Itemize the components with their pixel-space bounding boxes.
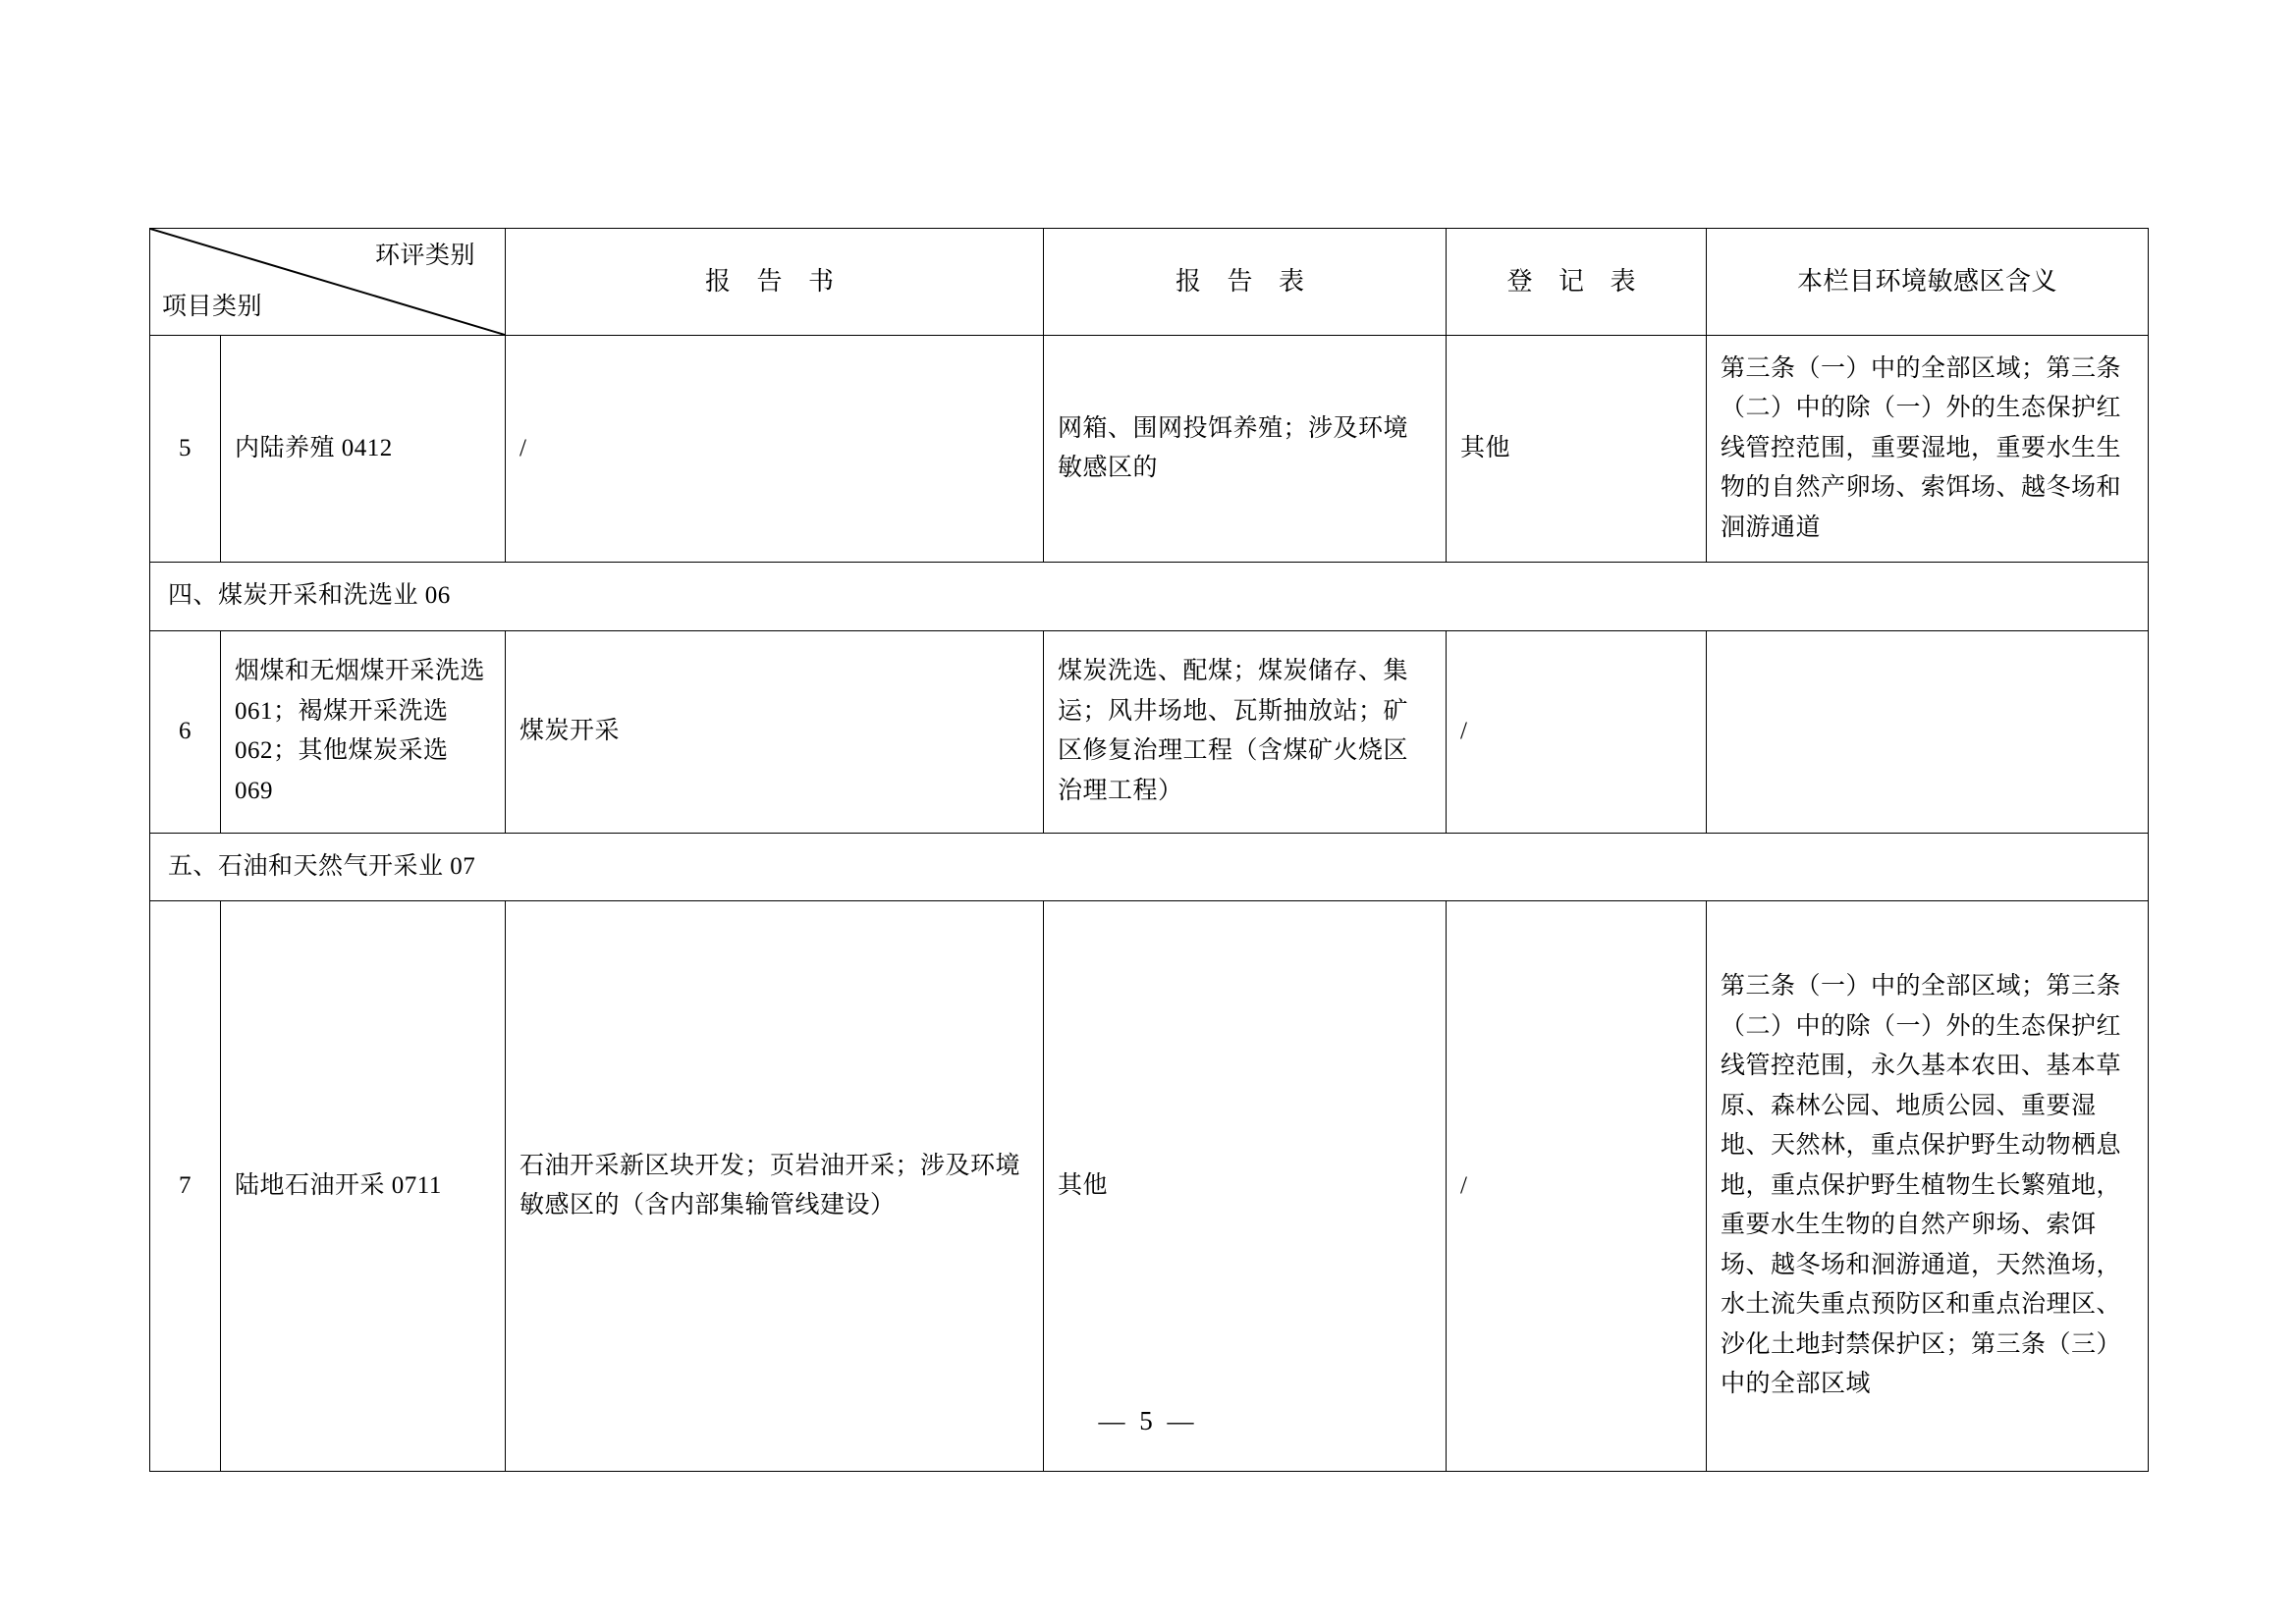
row-report-book: / — [506, 336, 1044, 563]
row-category: 内陆养殖 0412 — [221, 336, 506, 563]
row-report-form: 煤炭洗选、配煤；煤炭储存、集运；风井场地、瓦斯抽放站；矿区修复治理工程（含煤矿火烧区治理工程） — [1044, 630, 1447, 833]
table-header-row — [150, 229, 2149, 336]
row-category: 陆地石油开采 0711 — [221, 901, 506, 1472]
header-diagonal-cell — [150, 229, 506, 336]
section-title: 四、煤炭开采和洗选业 06 — [150, 563, 2149, 631]
header-report-book: 报 告 书 — [506, 229, 1044, 336]
header-project-type-label: 项目类别 — [162, 293, 263, 320]
table-row — [150, 336, 2149, 563]
row-sensitive-meaning: 第三条（一）中的全部区域；第三条（二）中的除（一）外的生态保护红线管控范围，永久基本农田、基本草原、森林公园、地质公园、重要湿地、天然林，重点保护野生动物栖息地，重点保护野生植物生长繁殖地，重要水生生物的自然产卵场、索饵场、越冬场和洄游通道，天然渔场，水土流失重点预防区和重点治理区、沙化土地封禁保护区；第三条（三）中的全部区域 — [1707, 901, 2149, 1472]
table-row — [150, 901, 2149, 1472]
row-registration-form: 其他 — [1447, 336, 1707, 563]
page-number: — 5 — — [1098, 1406, 1198, 1435]
row-sensitive-meaning: 第三条（一）中的全部区域；第三条（二）中的除（一）外的生态保护红线管控范围，重要湿地，重要水生生物的自然产卵场、索饵场、越冬场和洄游通道 — [1707, 336, 2149, 563]
table-section-row — [150, 563, 2149, 631]
row-report-form: 其他 — [1044, 901, 1447, 1472]
row-report-form: 网箱、围网投饵养殖；涉及环境敏感区的 — [1044, 336, 1447, 563]
eia-category-table — [149, 228, 2149, 1472]
row-number: 7 — [150, 901, 221, 1472]
section-title: 五、石油和天然气开采业 07 — [150, 833, 2149, 901]
header-report-form: 报 告 表 — [1044, 229, 1447, 336]
row-sensitive-meaning — [1707, 630, 2149, 833]
row-registration-form: / — [1447, 630, 1707, 833]
row-registration-form: / — [1447, 901, 1707, 1472]
row-category: 烟煤和无烟煤开采洗选 061；褐煤开采洗选 062；其他煤炭采选 069 — [221, 630, 506, 833]
row-number: 6 — [150, 630, 221, 833]
table-section-row — [150, 833, 2149, 901]
row-number: 5 — [150, 336, 221, 563]
row-report-book: 石油开采新区块开发；页岩油开采；涉及环境敏感区的（含内部集输管线建设） — [506, 901, 1044, 1472]
header-sensitive-meaning: 本栏目环境敏感区含义 — [1707, 229, 2149, 336]
header-registration-form: 登 记 表 — [1447, 229, 1707, 336]
row-report-book: 煤炭开采 — [506, 630, 1044, 833]
header-eia-type-label: 环评类别 — [374, 243, 475, 269]
table-row — [150, 630, 2149, 833]
